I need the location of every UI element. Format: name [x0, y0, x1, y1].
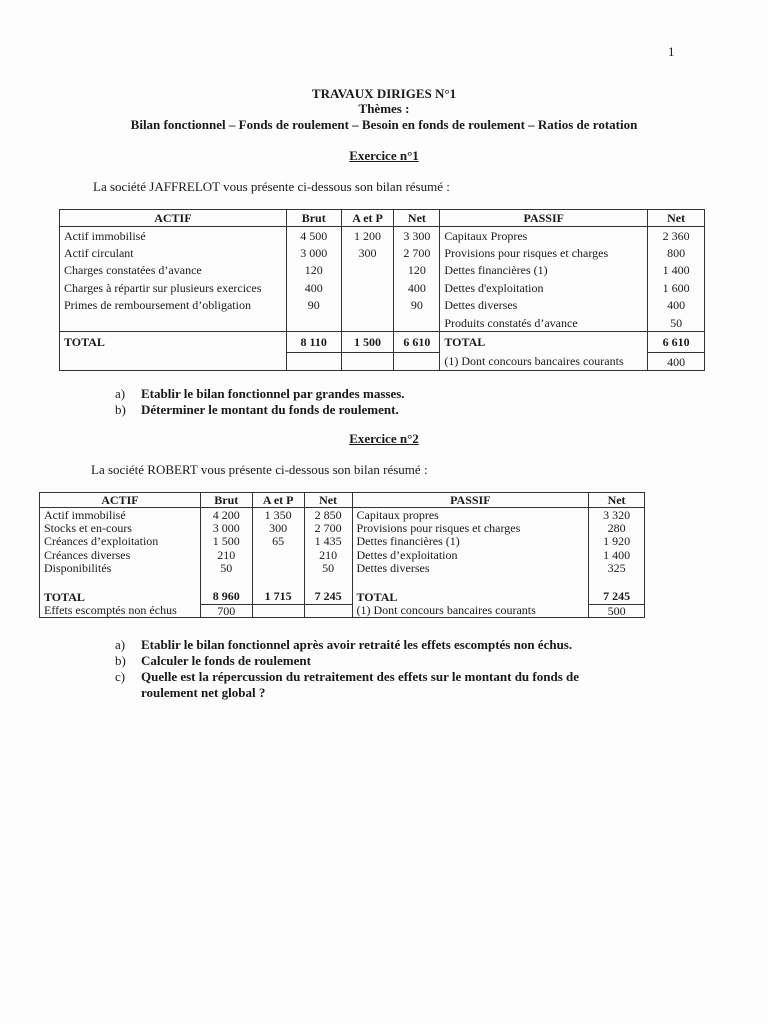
col-net: Net	[394, 210, 440, 227]
table-row	[60, 314, 705, 332]
brut-cell: 400	[286, 279, 341, 297]
actif-cell: TOTAL	[40, 589, 201, 604]
net-cell: 1 435	[304, 535, 352, 549]
exercise-2-question-a: a) Etablir le bilan fonctionnel après avoir retraité les effets escomptés non échus.	[115, 637, 573, 652]
passif-net-cell: 325	[589, 562, 645, 576]
brut-cell: 4 500	[286, 227, 341, 245]
passif-net-cell: 3 320	[589, 508, 645, 522]
passif-net-cell: 7 245	[589, 589, 645, 604]
table-row	[60, 297, 705, 315]
passif-cell: Dettes diverses	[352, 562, 589, 576]
actif-cell: Actif immobilisé	[60, 227, 287, 245]
passif-cell: (1) Dont concours bancaires courants	[352, 604, 589, 617]
net-cell: 50	[304, 562, 352, 576]
amort-prov-cell: 1 350	[252, 508, 304, 522]
actif-cell: Actif circulant	[60, 244, 287, 262]
spacer-row	[40, 575, 645, 589]
document-title: TRAVAUX DIRIGES N°1	[311, 86, 457, 101]
amort-prov-cell	[341, 279, 394, 297]
net-cell: 7 245	[304, 589, 352, 604]
empty-cell	[252, 575, 304, 589]
passif-cell: Provisions pour risques et charges	[352, 521, 589, 535]
passif-cell: Dettes d’exploitation	[352, 548, 589, 562]
actif-cell: Stocks et en-cours	[40, 521, 201, 535]
note-row	[60, 353, 705, 371]
col-passif-net: Net	[589, 493, 645, 508]
col-amort-prov: A et P	[252, 493, 304, 508]
actif-cell: Créances d’exploitation	[40, 535, 201, 549]
col-actif: ACTIF	[40, 493, 201, 508]
actif-cell	[60, 353, 287, 371]
col-passif: PASSIF	[440, 210, 648, 227]
net-cell: 400	[394, 279, 440, 297]
col-actif: ACTIF	[60, 210, 287, 227]
col-net: Net	[304, 493, 352, 508]
passif-net-cell: 6 610	[648, 332, 705, 353]
amort-prov-cell: 300	[341, 244, 394, 262]
exercise-1-intro: La société JAFFRELOT vous présente ci-dessous son bilan résumé :	[93, 179, 450, 194]
amort-prov-cell	[341, 262, 394, 280]
amort-prov-cell	[252, 562, 304, 576]
passif-net-cell: 400	[648, 353, 705, 371]
actif-cell	[60, 314, 287, 332]
passif-net-cell: 800	[648, 244, 705, 262]
net-cell	[304, 604, 352, 617]
exercise-2-question-c: c) Quelle est la répercussion du retraitement des effets sur le montant du fonds de	[115, 669, 580, 684]
exercise-2-heading: Exercice n°2	[349, 431, 419, 446]
total-row	[60, 332, 705, 353]
total-row	[40, 589, 645, 604]
net-cell	[394, 314, 440, 332]
net-cell: 120	[394, 262, 440, 280]
brut-cell: 3 000	[200, 521, 252, 535]
net-cell	[394, 353, 440, 371]
empty-cell	[200, 575, 252, 589]
actif-cell: Créances diverses	[40, 548, 201, 562]
passif-cell: Dettes d'exploitation	[440, 279, 648, 297]
amort-prov-cell: 65	[252, 535, 304, 549]
amort-prov-cell: 1 500	[341, 332, 394, 353]
amort-prov-cell: 300	[252, 521, 304, 535]
passif-net-cell: 280	[589, 521, 645, 535]
passif-cell: Capitaux Propres	[440, 227, 648, 245]
net-cell: 2 700	[304, 521, 352, 535]
col-brut: Brut	[286, 210, 341, 227]
passif-net-cell: 1 400	[589, 548, 645, 562]
table-row	[40, 548, 645, 562]
actif-cell: Charges à répartir sur plusieurs exercices	[60, 279, 287, 297]
exercise-2-question-c-continued: roulement net global ?	[141, 685, 266, 700]
themes-label: Thèmes :	[358, 101, 410, 116]
col-passif: PASSIF	[352, 493, 589, 508]
passif-cell: Dettes diverses	[440, 297, 648, 315]
empty-cell	[352, 575, 589, 589]
themes-subtitle: Bilan fonctionnel – Fonds de roulement – Besoin en fonds de roulement – Ratios de rotation	[130, 117, 638, 132]
table-row	[40, 562, 645, 576]
empty-cell	[40, 575, 201, 589]
actif-cell: Disponibilités	[40, 562, 201, 576]
passif-cell: Produits constatés d’avance	[440, 314, 648, 332]
net-cell: 210	[304, 548, 352, 562]
col-passif-net: Net	[648, 210, 705, 227]
exercise-1-balance-table	[59, 209, 705, 371]
brut-cell: 4 200	[200, 508, 252, 522]
table-row	[60, 227, 705, 245]
table-row	[60, 262, 705, 280]
col-amort-prov: A et P	[341, 210, 394, 227]
amort-prov-cell	[341, 297, 394, 315]
empty-cell	[304, 575, 352, 589]
brut-cell: 50	[200, 562, 252, 576]
col-brut: Brut	[200, 493, 252, 508]
passif-net-cell: 500	[589, 604, 645, 617]
brut-cell: 120	[286, 262, 341, 280]
exercise-2-question-b: b) Calculer le fonds de roulement	[115, 653, 311, 668]
brut-cell	[286, 314, 341, 332]
actif-cell: Primes de remboursement d’obligation	[60, 297, 287, 315]
page-number: 1	[668, 44, 675, 59]
exercise-1-heading: Exercice n°1	[349, 148, 419, 163]
net-cell: 2 850	[304, 508, 352, 522]
passif-net-cell: 1 920	[589, 535, 645, 549]
exercise-2-balance-table	[39, 492, 645, 618]
amort-prov-cell	[252, 548, 304, 562]
passif-cell: Dettes financières (1)	[440, 262, 648, 280]
note-row	[40, 604, 645, 617]
table-row	[40, 521, 645, 535]
passif-cell: Provisions pour risques et charges	[440, 244, 648, 262]
passif-net-cell: 1 400	[648, 262, 705, 280]
net-cell: 6 610	[394, 332, 440, 353]
net-cell: 3 300	[394, 227, 440, 245]
passif-cell: TOTAL	[440, 332, 648, 353]
brut-cell: 90	[286, 297, 341, 315]
passif-net-cell: 1 600	[648, 279, 705, 297]
brut-cell: 700	[200, 604, 252, 617]
exercise-1-question-a: a) Etablir le bilan fonctionnel par grandes masses.	[115, 386, 405, 401]
brut-cell: 3 000	[286, 244, 341, 262]
passif-cell: Capitaux propres	[352, 508, 589, 522]
brut-cell: 1 500	[200, 535, 252, 549]
net-cell: 2 700	[394, 244, 440, 262]
passif-cell: TOTAL	[352, 589, 589, 604]
brut-cell: 8 960	[200, 589, 252, 604]
actif-cell: Effets escomptés non échus	[40, 604, 201, 617]
brut-cell: 8 110	[286, 332, 341, 353]
passif-net-cell: 400	[648, 297, 705, 315]
brut-cell: 210	[200, 548, 252, 562]
passif-net-cell: 2 360	[648, 227, 705, 245]
amort-prov-cell: 1 715	[252, 589, 304, 604]
brut-cell	[286, 353, 341, 371]
passif-cell: Dettes financières (1)	[352, 535, 589, 549]
exercise-2-intro: La société ROBERT vous présente ci-dessous son bilan résumé :	[91, 462, 428, 477]
net-cell: 90	[394, 297, 440, 315]
actif-cell: TOTAL	[60, 332, 287, 353]
empty-cell	[589, 575, 645, 589]
actif-cell: Actif immobilisé	[40, 508, 201, 522]
amort-prov-cell	[341, 353, 394, 371]
table-row	[60, 244, 705, 262]
passif-cell: (1) Dont concours bancaires courants	[440, 353, 648, 371]
actif-cell: Charges constatées d’avance	[60, 262, 287, 280]
amort-prov-cell	[252, 604, 304, 617]
exercise-1-question-b: b) Déterminer le montant du fonds de roulement.	[115, 402, 399, 417]
table-row	[40, 508, 645, 522]
table-row	[40, 535, 645, 549]
passif-net-cell: 50	[648, 314, 705, 332]
table-row	[60, 279, 705, 297]
amort-prov-cell	[341, 314, 394, 332]
amort-prov-cell: 1 200	[341, 227, 394, 245]
